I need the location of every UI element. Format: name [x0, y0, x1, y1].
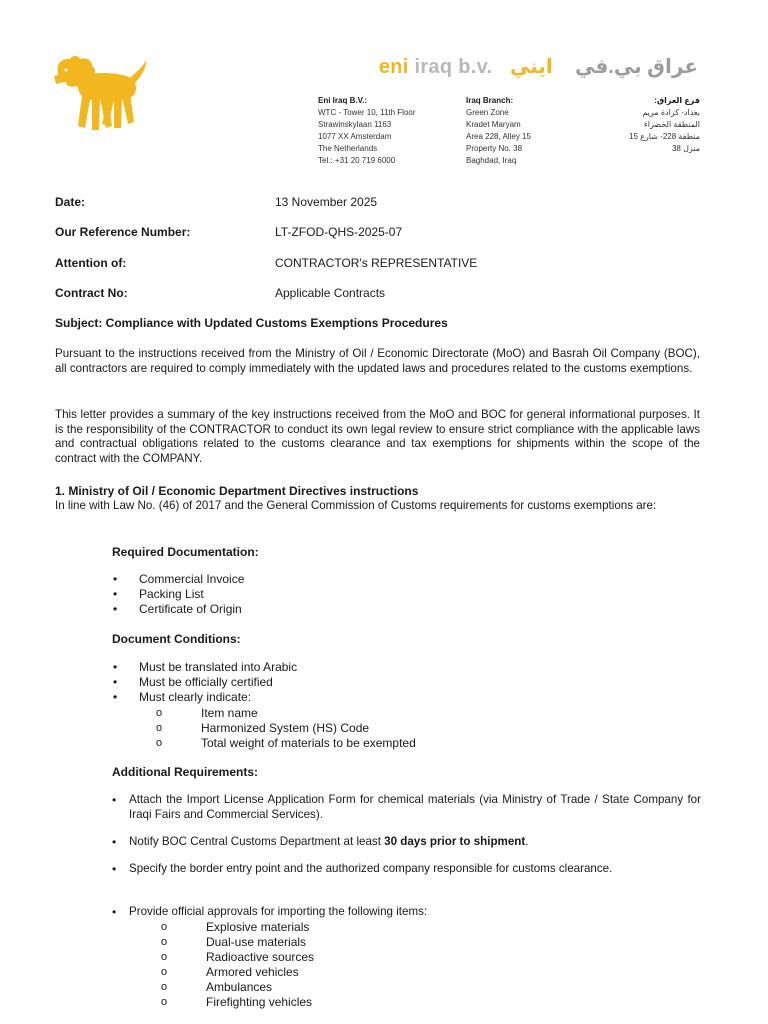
brand-iraq: iraq b.v. — [414, 56, 493, 78]
bullet-icon: • — [112, 793, 117, 807]
brand-arabic-yellow: ايني — [509, 56, 553, 78]
contract-value: Applicable Contracts — [275, 286, 386, 300]
list-item: • Must clearly indicate: — [139, 690, 297, 705]
additional-heading: Additional Requirements: — [112, 765, 259, 779]
list-item: o Harmonized System (HS) Code — [201, 721, 416, 736]
list-item: • Certificate of Origin — [139, 602, 244, 617]
address-line: Tel.: +31 20 719 6000 — [318, 156, 396, 165]
date-label: Date: — [55, 195, 86, 209]
list-item: • Packing List — [139, 587, 244, 602]
list-item: o Radioactive sources — [206, 950, 314, 965]
additional-item-text: . — [525, 835, 529, 848]
address-line: Area 228, Alley 15 — [466, 132, 531, 141]
address-line: المنطقة الخضراء — [644, 120, 700, 129]
doc-conditions-list — [139, 660, 297, 705]
contract-label: Contract No: — [55, 286, 128, 300]
six-legged-dog-logo-icon — [52, 54, 148, 136]
list-item: o Item name — [201, 706, 416, 721]
brand-name — [379, 54, 698, 79]
address-line: Green Zone — [466, 108, 509, 117]
address-line: Kradet Maryam — [466, 120, 521, 129]
address-arabic — [620, 95, 700, 155]
required-docs-list — [139, 572, 244, 617]
bullet-icon: • — [112, 835, 117, 849]
list-item: o Explosive materials — [206, 920, 314, 935]
address-heading: فرع العراق: — [654, 96, 700, 105]
bullet-icon: • — [112, 862, 117, 876]
brand-eni: eni — [378, 56, 409, 78]
required-docs-heading: Required Documentation: — [112, 545, 259, 559]
summary-paragraph: This letter provides a summary of the key instructions received from the MoO and BOC for general informational purposes. It is the responsibility of the CONTRACTOR to conduct its own legal review to ensure strict compliance with the applicable laws and contractual obligations related to the customs clearance and tax exemptions for shipments within the scope of the contract with the COMPANY. — [55, 408, 700, 465]
doc-conditions-heading: Document Conditions: — [112, 632, 241, 646]
address-netherlands — [318, 95, 448, 167]
reference-value: LT-ZFOD-QHS-2025-07 — [275, 225, 403, 239]
bullet-icon: • — [112, 905, 117, 919]
additional-item: Specify the border entry point and the authorized company responsible for customs clearance. — [129, 862, 613, 875]
address-line: Baghdad, Iraq — [466, 156, 517, 165]
address-line: بغداد- كرادة مريم — [642, 108, 700, 117]
list-item: o Total weight of materials to be exempted — [201, 736, 416, 751]
address-line: The Netherlands — [318, 144, 378, 153]
list-item: • Must be officially certified — [139, 675, 297, 690]
reference-label: Our Reference Number: — [55, 225, 191, 239]
address-line: WTC - Tower 10, 11th Floor — [318, 108, 416, 117]
additional-item-emphasis: 30 days prior to shipment — [384, 835, 526, 848]
brand-arabic-grey: عراق بي.في — [574, 56, 698, 78]
address-line: منطقة 228- شارع 15 — [629, 132, 700, 141]
address-heading: Eni Iraq B.V.: — [318, 96, 368, 105]
additional-item — [129, 835, 701, 850]
address-line: 1077 XX Amsterdam — [318, 132, 392, 141]
attention-value: CONTRACTOR's REPRESENTATIVE — [275, 256, 478, 270]
additional-item: Attach the Import License Application Form for chemical materials (via Ministry of Trade / State Company for Iraqi Fairs and Commercial Services). — [129, 793, 701, 821]
additional-item-text: Notify BOC Central Customs Department at least — [129, 835, 385, 848]
intro-paragraph: Pursuant to the instructions received from the Ministry of Oil / Economic Directorate (MoO) and Basrah Oil Company (BOC), all contractors are required to comply immediately with the updated laws and procedures related to the customs exemptions. — [55, 347, 700, 375]
attention-label: Attention of: — [55, 256, 127, 270]
approvals-sublist — [206, 920, 314, 1010]
doc-conditions-sublist — [201, 706, 416, 751]
address-heading: Iraq Branch: — [466, 96, 514, 105]
list-item: o Armored vehicles — [206, 965, 314, 980]
list-item: o Firefighting vehicles — [206, 995, 314, 1010]
additional-item: Provide official approvals for importing the following items: — [129, 905, 428, 918]
section-heading: 1. Ministry of Oil / Economic Department Directives instructions — [55, 484, 419, 498]
list-item: o Ambulances — [206, 980, 314, 995]
subject-line: Subject: Compliance with Updated Customs Exemptions Procedures — [55, 316, 448, 330]
list-item: o Dual-use materials — [206, 935, 314, 950]
section-intro: In line with Law No. (46) of 2017 and the General Commission of Customs requirements for customs exemptions are: — [55, 499, 657, 512]
address-line: Strawinskylaan 1163 — [318, 120, 392, 129]
list-item: • Must be translated into Arabic — [139, 660, 297, 675]
address-line: Property No. 38 — [466, 144, 523, 153]
address-line: منزل 38 — [671, 144, 700, 153]
date-value: 13 November 2025 — [275, 195, 378, 209]
address-iraq — [466, 95, 576, 167]
list-item: • Commercial Invoice — [139, 572, 244, 587]
